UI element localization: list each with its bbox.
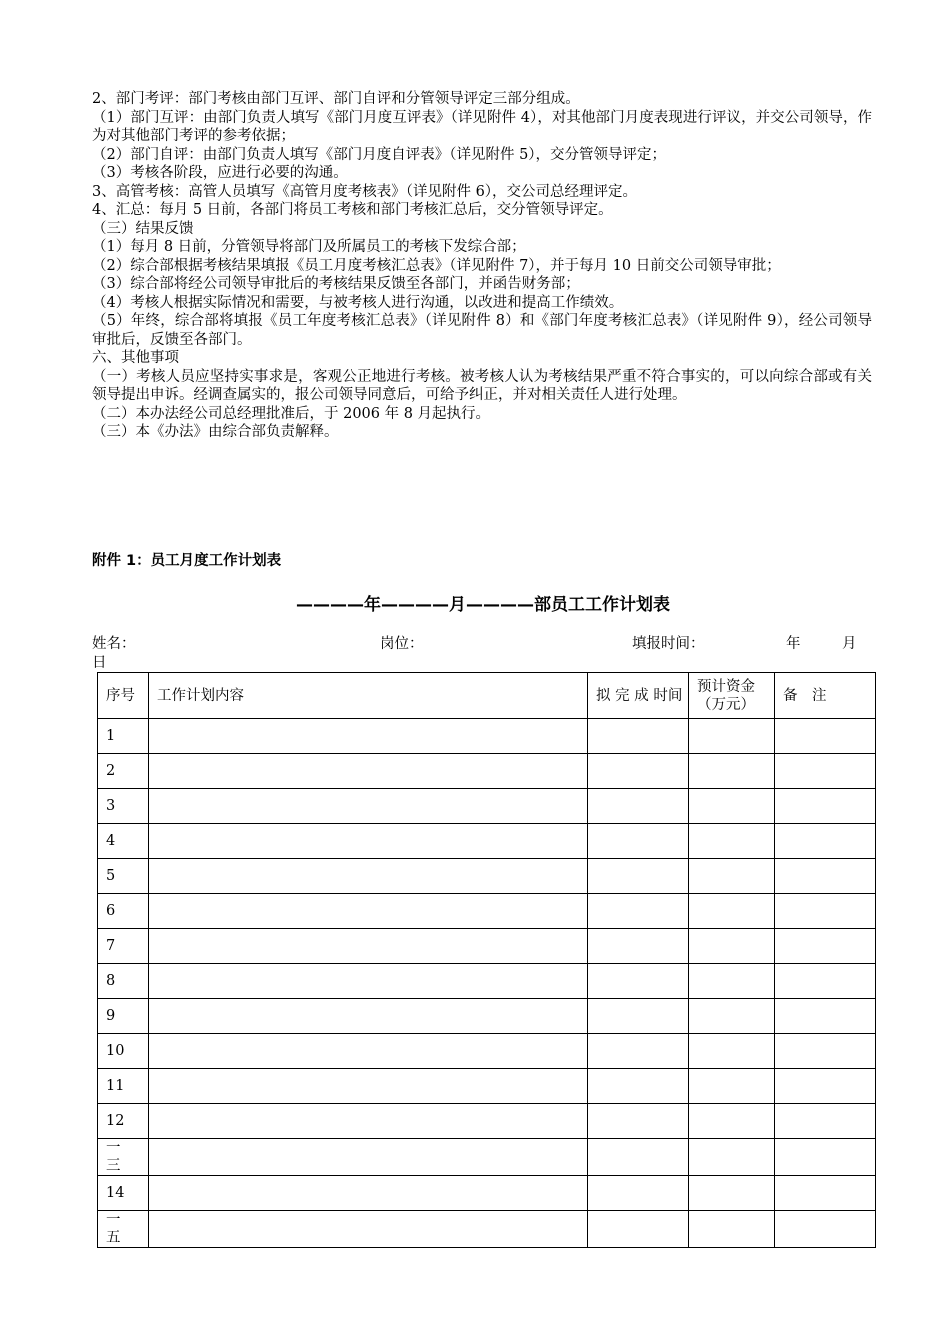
content-cell[interactable] xyxy=(149,894,588,929)
paragraph: （5）年终，综合部将填报《员工年度考核汇总表》（详见附件 8）和《部门年度考核汇总表》（详见附件 9），经公司领导审批后，反馈至各部门。 xyxy=(92,313,872,348)
table-row xyxy=(98,894,876,929)
deadline-cell[interactable] xyxy=(588,929,689,964)
paragraph: 3、高管考核：高管人员填写《高管月度考核表》（详见附件 6），交公司总经理评定。 xyxy=(92,183,638,200)
content-cell[interactable] xyxy=(149,789,588,824)
row-number: 10 xyxy=(98,1034,149,1069)
table-row xyxy=(98,754,876,789)
content-cell[interactable] xyxy=(149,1139,588,1176)
date-label: 填报时间： xyxy=(632,636,705,652)
remarks-cell[interactable] xyxy=(775,1139,876,1176)
remarks-cell[interactable] xyxy=(775,754,876,789)
budget-cell[interactable] xyxy=(689,999,775,1034)
budget-cell[interactable] xyxy=(689,1069,775,1104)
budget-cell[interactable] xyxy=(689,1176,775,1211)
section-heading: 六、其他事项 xyxy=(92,350,179,366)
row-number: 6 xyxy=(98,894,149,929)
content-cell[interactable] xyxy=(149,719,588,754)
row-number: 12 xyxy=(98,1104,149,1139)
deadline-cell[interactable] xyxy=(588,894,689,929)
document-body xyxy=(92,90,872,442)
row-number: 7 xyxy=(98,929,149,964)
budget-cell[interactable] xyxy=(689,824,775,859)
table-row xyxy=(98,1211,876,1248)
remarks-cell[interactable] xyxy=(775,964,876,999)
table-row xyxy=(98,1139,876,1176)
remarks-cell[interactable] xyxy=(775,824,876,859)
column-header-content: 工作计划内容 xyxy=(149,673,588,719)
paragraph: （3）综合部将经公司领导审批后的考核结果反馈至各部门，并函告财务部； xyxy=(92,276,580,292)
remarks-cell[interactable] xyxy=(775,1034,876,1069)
remarks-cell[interactable] xyxy=(775,1176,876,1211)
deadline-cell[interactable] xyxy=(588,824,689,859)
budget-cell[interactable] xyxy=(689,1034,775,1069)
table-row xyxy=(98,789,876,824)
form-title: ————年————月————部员工工作计划表 xyxy=(296,595,670,615)
name-label: 姓名： xyxy=(92,636,136,652)
content-cell[interactable] xyxy=(149,999,588,1034)
row-number: 8 xyxy=(98,964,149,999)
content-cell[interactable] xyxy=(149,1211,588,1248)
paragraph: （4）考核人根据实际情况和需要，与被考核人进行沟通，以改进和提高工作绩效。 xyxy=(92,294,624,311)
paragraph: （3）考核各阶段，应进行必要的沟通。 xyxy=(92,165,348,181)
deadline-cell[interactable] xyxy=(588,754,689,789)
content-cell[interactable] xyxy=(149,929,588,964)
table-row xyxy=(98,1176,876,1211)
remarks-cell[interactable] xyxy=(775,1104,876,1139)
paragraph: （二）本办法经公司总经理批准后，于 2006 年 8 月起执行。 xyxy=(92,405,491,422)
budget-cell[interactable] xyxy=(689,719,775,754)
content-cell[interactable] xyxy=(149,824,588,859)
deadline-cell[interactable] xyxy=(588,789,689,824)
table-row xyxy=(98,929,876,964)
year-label: 年 xyxy=(786,636,801,652)
paragraph: （2）部门自评：由部门负责人填写《部门月度自评表》（详见附件 5），交分管领导评定； xyxy=(92,146,667,163)
paragraph: 4、汇总：每月 5 日前，各部门将员工考核和部门考核汇总后，交分管领导评定。 xyxy=(92,202,613,218)
attachment-title: 附件 1：员工月度工作计划表 xyxy=(92,553,282,569)
paragraph: （三）本《办法》由综合部负责解释。 xyxy=(92,424,339,440)
deadline-cell[interactable] xyxy=(588,999,689,1034)
row-number: 2 xyxy=(98,754,149,789)
row-number: 一五 xyxy=(98,1211,149,1248)
table-row xyxy=(98,999,876,1034)
deadline-cell[interactable] xyxy=(588,1176,689,1211)
budget-cell[interactable] xyxy=(689,859,775,894)
content-cell[interactable] xyxy=(149,1069,588,1104)
remarks-cell[interactable] xyxy=(775,859,876,894)
paragraph: （一）考核人员应坚持实事求是，客观公正地进行考核。被考核人认为考核结果严重不符合事实的，可以向综合部或有关领导提出申诉。经调查属实的，报公司领导同意后，可给予纠正，并对相关责任人进行处理。 xyxy=(92,368,872,403)
budget-cell[interactable] xyxy=(689,964,775,999)
table-row xyxy=(98,824,876,859)
row-number: 5 xyxy=(98,859,149,894)
row-number: 1 xyxy=(98,719,149,754)
budget-cell[interactable] xyxy=(689,1104,775,1139)
table-row xyxy=(98,1034,876,1069)
budget-cell[interactable] xyxy=(689,894,775,929)
budget-cell[interactable] xyxy=(689,1211,775,1248)
deadline-cell[interactable] xyxy=(588,1104,689,1139)
content-cell[interactable] xyxy=(149,1034,588,1069)
row-number: 一三 xyxy=(98,1139,149,1176)
day-label: 日 xyxy=(92,655,107,671)
remarks-cell[interactable] xyxy=(775,999,876,1034)
remarks-cell[interactable] xyxy=(775,1069,876,1104)
column-header-remarks: 备 注 xyxy=(775,673,876,719)
deadline-cell[interactable] xyxy=(588,859,689,894)
budget-cell[interactable] xyxy=(689,789,775,824)
paragraph: （2）综合部根据考核结果填报《员工月度考核汇总表》（详见附件 7），并于每月 10 日前交公司领导审批； xyxy=(92,257,781,274)
row-number: 3 xyxy=(98,789,149,824)
row-number: 9 xyxy=(98,999,149,1034)
deadline-cell[interactable] xyxy=(588,1211,689,1248)
table-row xyxy=(98,964,876,999)
content-cell[interactable] xyxy=(149,1176,588,1211)
budget-cell[interactable] xyxy=(689,1139,775,1176)
content-cell[interactable] xyxy=(149,964,588,999)
work-plan-table xyxy=(97,672,876,1248)
deadline-cell[interactable] xyxy=(588,1034,689,1069)
paragraph: 2、部门考评：部门考核由部门互评、部门自评和分管领导评定三部分组成。 xyxy=(92,91,580,107)
remarks-cell[interactable] xyxy=(775,1211,876,1248)
deadline-cell[interactable] xyxy=(588,1069,689,1104)
table-row xyxy=(98,1104,876,1139)
column-header-budget: 预计资金（万元） xyxy=(689,673,775,719)
budget-cell[interactable] xyxy=(689,754,775,789)
content-cell[interactable] xyxy=(149,1104,588,1139)
row-number: 4 xyxy=(98,824,149,859)
table-row xyxy=(98,1069,876,1104)
deadline-cell[interactable] xyxy=(588,719,689,754)
table-header-row xyxy=(98,673,876,719)
budget-cell[interactable] xyxy=(689,929,775,964)
remarks-cell[interactable] xyxy=(775,789,876,824)
table-row xyxy=(98,859,876,894)
deadline-cell[interactable] xyxy=(588,964,689,999)
section-heading: （三）结果反馈 xyxy=(92,220,194,237)
column-header-seq: 序号 xyxy=(98,673,149,719)
content-cell[interactable] xyxy=(149,859,588,894)
column-header-deadline: 拟 完 成 时间 xyxy=(588,673,689,719)
paragraph: （1）每月 8 日前，分管领导将部门及所属员工的考核下发综合部； xyxy=(92,239,526,255)
table-row xyxy=(98,719,876,754)
remarks-cell[interactable] xyxy=(775,894,876,929)
row-number: 11 xyxy=(98,1069,149,1104)
content-cell[interactable] xyxy=(149,754,588,789)
remarks-cell[interactable] xyxy=(775,719,876,754)
month-label: 月 xyxy=(842,636,857,652)
row-number: 14 xyxy=(98,1176,149,1211)
paragraph: （1）部门互评：由部门负责人填写《部门月度互评表》（详见附件 4），对其他部门月度表现进行评议，并交公司领导，作为对其他部门考评的参考依据； xyxy=(92,109,872,144)
post-label: 岗位： xyxy=(380,636,424,652)
deadline-cell[interactable] xyxy=(588,1139,689,1176)
remarks-cell[interactable] xyxy=(775,929,876,964)
